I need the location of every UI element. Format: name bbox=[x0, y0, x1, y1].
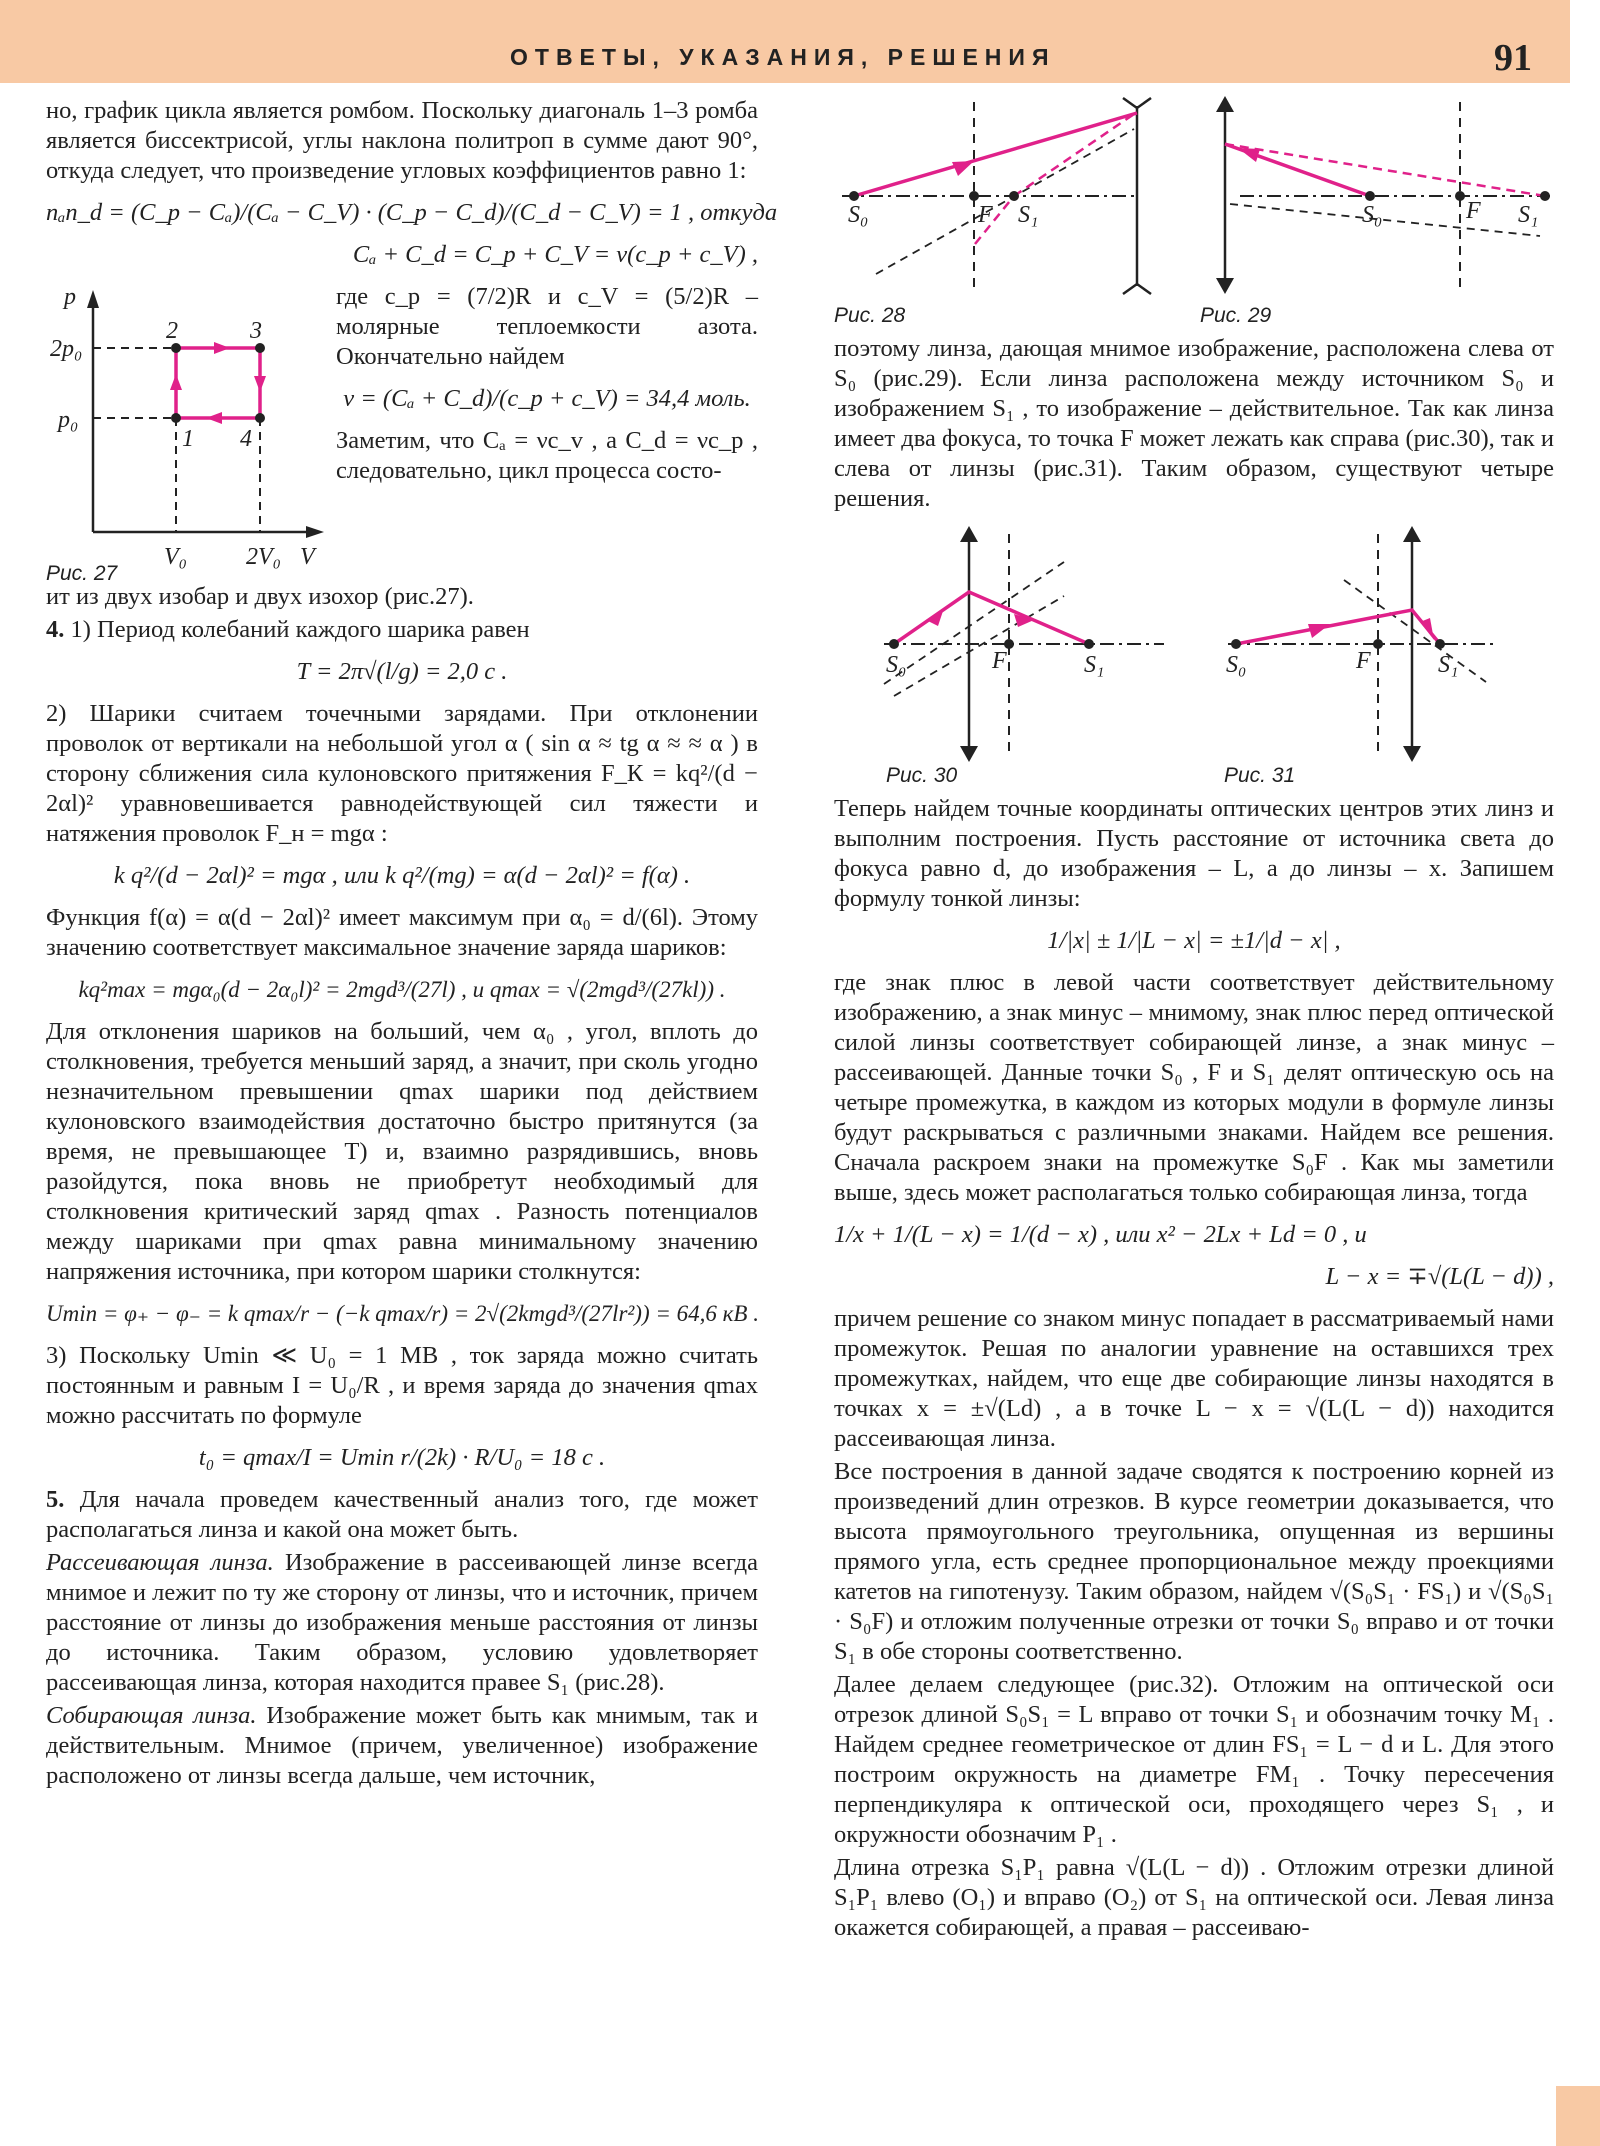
tick-label-2p0: 2p₀ bbox=[50, 336, 83, 362]
state-point-1 bbox=[171, 413, 181, 423]
ray bbox=[854, 113, 1137, 196]
arrow-2-3 bbox=[214, 342, 230, 354]
problem-text: 1) Период колебаний каждого шарика равен bbox=[64, 616, 530, 643]
equation: T = 2π√(l/g) = 2,0 с . bbox=[296, 658, 508, 685]
label-S0: S₀ bbox=[1362, 202, 1383, 228]
page-number: 91 bbox=[1494, 37, 1532, 79]
running-title: ОТВЕТЫ, УКАЗАНИЯ, РЕШЕНИЯ bbox=[510, 44, 1056, 70]
image-point-S1 bbox=[1084, 639, 1094, 649]
point-label-2: 2 bbox=[166, 318, 178, 344]
label-S0: S₀ bbox=[848, 202, 869, 228]
ray bbox=[1236, 610, 1440, 644]
state-point-4 bbox=[255, 413, 265, 423]
p-axis-arrow bbox=[87, 290, 99, 308]
lens-bottom-arrow bbox=[960, 746, 978, 762]
figure-row-30-31 bbox=[834, 524, 1554, 786]
figure-27-pv-diagram bbox=[46, 282, 331, 582]
lens-top-arrow bbox=[1216, 96, 1234, 112]
paragraph: 2) Шарики считаем точечными зарядами. При отклонении проволок от вертикали на небольшой угол α ( sin α ≈ tg α ≈ ≈ α ) в сторону сближения сила кулоновского притяжения F_К = kq²/(d − 2αl)² уравновешивается равнодействующей сил тяжести и натяжения проволок F_н = mgα : bbox=[46, 700, 758, 847]
state-point-2 bbox=[171, 343, 181, 353]
virtual-ray bbox=[1014, 112, 1137, 196]
point-label-1: 1 bbox=[182, 426, 194, 452]
figure-27-block bbox=[46, 282, 758, 582]
lens-top-arrow bbox=[1403, 526, 1421, 542]
figure-30 bbox=[874, 524, 1174, 786]
paragraph: Функция f(α) = α(d − 2αl)² имеет максимум при α₀ = d/(6l). Этому значению соответствует максимальное значение заряда шариков: bbox=[46, 904, 758, 961]
virtual-ray bbox=[1225, 144, 1545, 196]
lens-bottom-tip bbox=[1123, 284, 1151, 294]
tick-label-2V0: 2V₀ bbox=[246, 544, 282, 570]
problem-5-heading bbox=[46, 1485, 758, 1545]
label-S1: S₁ bbox=[1438, 652, 1459, 678]
point-label-4: 4 bbox=[240, 426, 252, 452]
paragraph: поэтому линза, дающая мнимое изображение, расположена слева от S₀ (рис.29). Если линза расположена между источником S₀ и изображением S₁ , то изображение – действительное. Так как линза имеет два фокуса, то точка F может лежать как справа (рис.30), так и слева от линзы (рис.31). Таким образом, существуют четыре решения. bbox=[834, 335, 1554, 512]
source-point-S0 bbox=[1231, 639, 1241, 649]
state-point-3 bbox=[255, 343, 265, 353]
paragraph-text: Изображение может быть как мнимым, так и действительным. Мнимое (причем, увеличенное) изображение расположено от линзы всегда дальше, чем источник, bbox=[46, 1702, 759, 1789]
lens-bottom-arrow bbox=[1216, 278, 1234, 294]
ray-arrow bbox=[926, 608, 944, 626]
label-S1: S₁ bbox=[1084, 652, 1105, 678]
paragraph-text: Изображение в рассеивающей линзе всегда мнимое и лежит по ту же сторону от линзы, что и источник, причем расстояние от линзы до изображения меньше расстояния от линзы до источника. Таким образом, условию удовлетворяет рассеивающая линза, которая находится правее S₁ (рис.28). bbox=[46, 1549, 758, 1696]
figure-29 bbox=[1200, 96, 1554, 328]
tick-label-p0: p₀ bbox=[58, 407, 79, 433]
paragraph: но, график цикла является ромбом. Поскольку диагональ 1–3 ромба является биссектрисой, углы наклона политроп в сумме дают 90°, откуда следует, что произведение угловых коэффициентов равно 1: bbox=[46, 97, 758, 184]
construction-line bbox=[1230, 204, 1540, 236]
arrow-3-4 bbox=[254, 376, 266, 392]
equation: t₀ = qmax/I = Umin r/(2k) · R/U₀ = 18 с . bbox=[198, 1444, 606, 1471]
axis-label-p: p bbox=[64, 284, 76, 310]
paragraph: ит из двух изобар и двух изохор (рис.27). bbox=[46, 583, 474, 610]
image-point-S1 bbox=[1435, 639, 1445, 649]
equation: L − x = ∓√(L(L − d)) , bbox=[1325, 1263, 1554, 1290]
source-point-S0 bbox=[889, 639, 899, 649]
construction-line bbox=[894, 596, 1064, 696]
label-S0: S₀ bbox=[1226, 652, 1247, 678]
equation: nₐn_d = (C_p − Cₐ)/(Cₐ − C_V) · (C_p − C_d)/(C_d − C_V) = 1 , откуда bbox=[46, 199, 778, 226]
arrow-1-2 bbox=[170, 374, 182, 390]
point-label-3: 3 bbox=[250, 318, 262, 344]
paragraph: где c_p = (7/2)R и c_V = (5/2)R – молярные теплоемкости азота. Окончательно найдем bbox=[336, 283, 758, 370]
image-point-S1 bbox=[1540, 191, 1550, 201]
paragraph: 3) Поскольку Umin ≪ U₀ = 1 МВ , ток заряда можно считать постоянным и равным I = U₀/R , и время заряда до значения qmax можно рассчитать по формуле bbox=[46, 1342, 758, 1429]
image-point-S1 bbox=[1009, 191, 1019, 201]
figure-31 bbox=[1224, 524, 1524, 786]
ray-arrow bbox=[1238, 148, 1260, 162]
paragraph: Далее делаем следующее (рис.32). Отложим на оптической оси отрезок длиной S₀S₁ = L вправо от точки S₁ и обозначим точку M₁ . Найдем среднее геометрическое от длин FS₁ = L − d и L. Для этого построим окружность на диаметре FM₁ . Точку пересечения перпендикуляра к оптической оси, проходящего через S₁ , и окружности обозначим P₁ . bbox=[834, 1671, 1554, 1848]
figure-caption: Рис. 30 bbox=[886, 764, 958, 786]
right-column bbox=[834, 96, 1554, 1943]
problem-number: 5. bbox=[46, 1486, 65, 1513]
problem-number: 4. bbox=[46, 616, 65, 643]
page-edge-tab bbox=[1556, 2086, 1600, 2146]
label-F: F bbox=[978, 202, 993, 228]
term: Собирающая линза. bbox=[46, 1702, 257, 1729]
label-S0: S₀ bbox=[886, 652, 907, 678]
ray-arrow bbox=[1420, 618, 1434, 640]
figure-27-side-text bbox=[336, 282, 758, 486]
paragraph: причем решение со знаком минус попадает в рассматриваемый нами промежуток. Решая по аналогии уравнение на оставшихся трех промежутках, найдем, что еще две собирающие линзы находятся в точках x = ±√(Ld) , а в точке L − x = √(L(L − d)) находится рассеивающая линза. bbox=[834, 1305, 1554, 1452]
paragraph: Заметим, что Cₐ = νc_v , а C_d = νc_p , следовательно, цикл процесса состо- bbox=[336, 427, 758, 484]
term: Рассеивающая линза. bbox=[46, 1549, 274, 1576]
label-F: F bbox=[992, 648, 1007, 674]
equation: 1/|x| ± 1/|L − x| = ±1/|d − x| , bbox=[1047, 927, 1341, 954]
v-axis-arrow bbox=[306, 526, 324, 538]
label-S1: S₁ bbox=[1518, 202, 1539, 228]
problem-text: Для начала проведем качественный анализ того, где может располагаться линза и какой она может быть. bbox=[46, 1486, 758, 1543]
ray bbox=[894, 592, 1089, 644]
paragraph: Длина отрезка S₁P₁ равна √(L(L − d)) . Отложим отрезки длиной S₁P₁ влево (O₁) и вправо (O₂) от S₁ на оптической оси. Левая линза окажется собирающей, а правая – рассеиваю- bbox=[834, 1854, 1554, 1941]
arrow-4-1 bbox=[206, 412, 222, 424]
equation: k q²/(d − 2αl)² = mgα , или k q²/(mg) = α(d − 2αl)² = f(α) . bbox=[113, 862, 691, 889]
figure-caption: Рис. 28 bbox=[834, 304, 906, 327]
focus-point-F bbox=[1455, 191, 1465, 201]
figure-28 bbox=[834, 96, 1194, 328]
paragraph: Все построения в данной задаче сводятся к построению корней из произведений длин отрезков. В курсе геометрии доказывается, что высота прямоугольного треугольника, опущенная из вершины прямого угла, есть среднее пропорциональное между проекциями катетов на гипотенузу. Таким образом, найдем √(S₀S₁ · FS₁) и √(S₀S₁ · S₀F) и отложим полученные отрезки от точки S₀ вправо и от точки S₁ в обе стороны соответственно. bbox=[834, 1458, 1554, 1665]
label-S1: S₁ bbox=[1018, 202, 1039, 228]
focus-point-F bbox=[969, 191, 979, 201]
figure-caption: Рис. 27 bbox=[46, 562, 118, 582]
focus-point-F bbox=[1373, 639, 1383, 649]
label-F: F bbox=[1466, 198, 1481, 224]
paragraph: Для отклонения шариков на больший, чем α₀ , угол, вплоть до столкновения, требуется меньший заряд, а значит, при сколь угодно незначительном превышении qmax шарики под действием кулоновского взаимодействия достаточно быстро притянутся (за время, не превышающее T) и, взаимно разрядившись, вновь разойдутся, пока вновь не приобретут необходимый для столкновения критический заряд qmax . Разность потенциалов между шариками при qmax равна минимальному значению напряжения источника, при котором шарики столкнутся: bbox=[46, 1018, 758, 1285]
axis-label-V: V bbox=[300, 544, 315, 570]
equation: ν = (Cₐ + C_d)/(c_p + c_V) = 34,4 моль. bbox=[343, 385, 751, 412]
lens-top-tip bbox=[1123, 98, 1151, 108]
left-column bbox=[46, 96, 778, 1791]
lens-bottom-arrow bbox=[1403, 746, 1421, 762]
lens-top-arrow bbox=[960, 526, 978, 542]
label-F: F bbox=[1356, 648, 1371, 674]
ray-arrow bbox=[1308, 624, 1330, 638]
paragraph bbox=[46, 1701, 758, 1791]
equation: 1/x + 1/(L − x) = 1/(d − x) , или x² − 2Lx + Ld = 0 , и bbox=[834, 1221, 1367, 1248]
source-point-S0 bbox=[849, 191, 859, 201]
figure-row-28-29 bbox=[834, 96, 1554, 328]
ray-arrow bbox=[952, 161, 974, 176]
figure-caption: Рис. 31 bbox=[1224, 764, 1296, 786]
tick-label-V0: V₀ bbox=[164, 544, 188, 570]
problem-4-heading bbox=[46, 615, 758, 645]
figure-caption: Рис. 29 bbox=[1200, 304, 1272, 327]
equation: Cₐ + C_d = C_p + C_V = ν(c_p + c_V) , bbox=[352, 241, 758, 268]
paragraph: Теперь найдем точные координаты оптических центров этих линз и выполним построения. Пусть расстояние от источника света до фокуса равно d, до изображения – L, а до линзы – x. Запишем формулу тонкой линзы: bbox=[834, 795, 1554, 912]
equation: Umin = φ₊ − φ₋ = k qmax/r − (−k qmax/r) = 2√(2kmgd³/(27lr²)) = 64,6 кВ . bbox=[46, 1301, 759, 1326]
paragraph: где знак плюс в левой части соответствует действительному изображению, а знак минус – мнимому, знак плюс перед оптической силой линзы соответствует собирающей линзе, а знак минус – рассеивающей. Данные точки S₀ , F и S₁ делят оптическую ось на четыре промежутка, в каждом из которых модули в формуле линзы будут раскрываться с различными знаками. Найдем все решения. Сначала раскроем знаки на промежутке S₀F . Как мы заметили выше, здесь может располагаться только собирающая линза, тогда bbox=[834, 969, 1554, 1206]
paragraph bbox=[46, 1548, 758, 1698]
source-point-S0 bbox=[1365, 191, 1375, 201]
equation: kq²max = mgα₀(d − 2α₀l)² = 2mgd³/(27l) , и qmax = √(2mgd³/(27kl)) . bbox=[78, 977, 726, 1002]
